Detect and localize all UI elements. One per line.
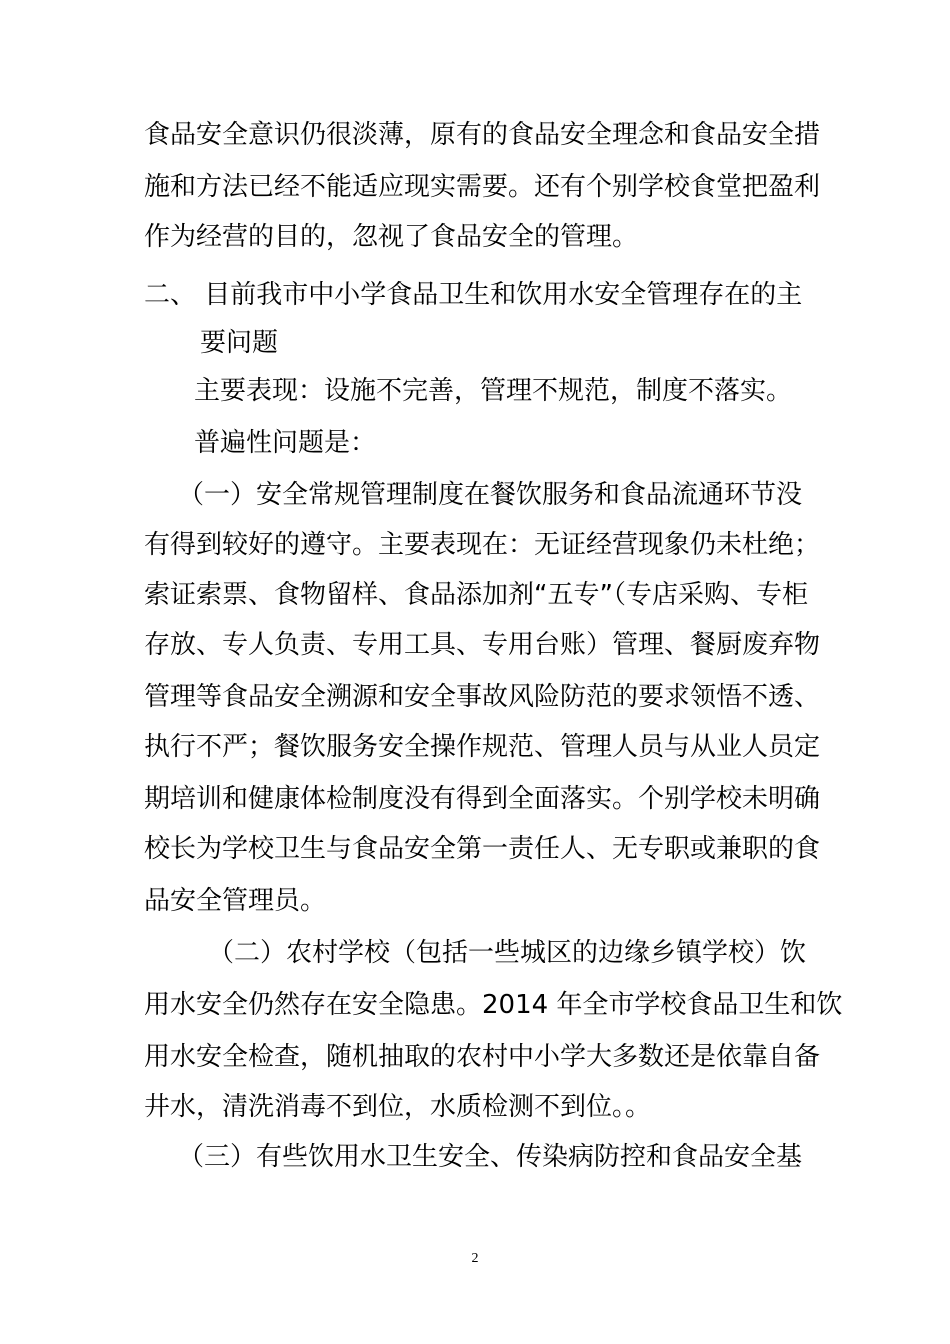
text-line: 有得到较好的遵守。主要表现在：无证经营现象仍未杜绝； [144,530,821,560]
text-line: 井水，清洗消毒不到位，水质检测不到位。。 [144,1092,652,1122]
section-heading: 二、 目前我市中小学食品卫生和饮用水安全管理存在的主 [144,280,803,310]
text-line: （三）有些饮用水卫生安全、传染病防控和食品安全基 [178,1142,803,1172]
text-line: 主要表现：设施不完善，管理不规范，制度不落实。 [194,376,793,406]
text-line: 校长为学校卫生与食品安全第一责任人、无专职或兼职的食 [144,834,821,864]
text-line: 执行不严；餐饮服务安全操作规范、管理人员与从业人员定 [144,732,821,762]
text-line: 用水安全仍然存在安全隐患。2014 年全市学校食品卫生和饮 [144,990,843,1020]
section-heading: 要问题 [200,328,279,358]
text-line: 期培训和健康体检制度没有得到全面落实。个别学校未明确 [144,784,821,814]
text-line: 管理等食品安全溯源和安全事故风险防范的要求领悟不透、 [144,682,821,712]
text-line: 用水安全检查，随机抽取的农村中小学大多数还是依靠自备 [144,1042,821,1072]
text-line: （一）安全常规管理制度在餐饮服务和食品流通环节没 [178,480,803,510]
text-line: 作为经营的目的，忽视了食品安全的管理。 [144,222,639,252]
text-line: 存放、专人负责、专用工具、专用台账）管理、餐厨废弃物 [144,630,821,660]
text-line: 食品安全意识仍很淡薄，原有的食品安全理念和食品安全措 [144,120,821,150]
text-line: 普遍性问题是： [194,428,377,458]
text-line: （二）农村学校（包括一些城区的边缘乡镇学校）饮 [208,938,807,968]
text-line: 品安全管理员。 [144,886,327,916]
text-line: 索证索票、食物留样、食品添加剂“五专”（专店采购、专柜 [144,580,808,610]
text-line: 施和方法已经不能适应现实需要。还有个别学校食堂把盈利 [144,172,821,202]
page-number: 2 [471,1251,479,1266]
